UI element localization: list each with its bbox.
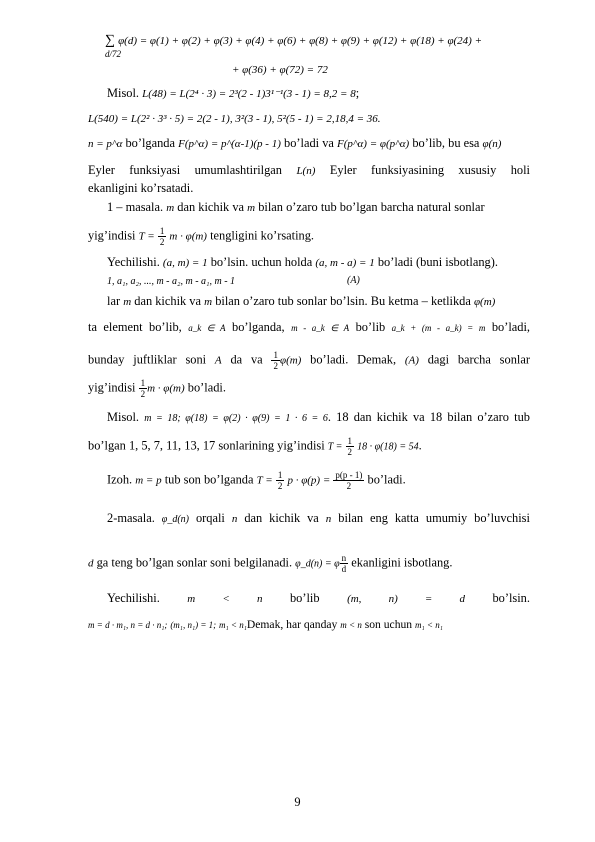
formula-m-lt-n: m < n xyxy=(187,593,263,605)
sequence-A-line xyxy=(107,273,530,289)
text: bo’ladi, xyxy=(491,320,531,334)
formula-ak-sum: a_k + (m - a_k) = m xyxy=(391,323,486,333)
solution-label: Yechilishi. xyxy=(107,591,160,605)
text: dan kichik va xyxy=(244,511,319,525)
fraction-one-half xyxy=(271,350,280,371)
text: Eyler funksiyasi umumlashtirilgan xyxy=(88,163,283,177)
formula-gcd-a-m: (a, m) = 1 xyxy=(162,257,208,269)
denominator: 2 xyxy=(346,481,352,491)
formula-gcd-a-m-a: (a, m - a) = 1 xyxy=(315,257,375,269)
solution-1-line xyxy=(107,255,530,271)
variable-m: m xyxy=(123,296,132,308)
fraction-one-half xyxy=(346,436,355,457)
formula-phi-m: φ(m) xyxy=(473,296,496,308)
text: tengligini ko’rsating. xyxy=(210,228,315,243)
formula-T: T = xyxy=(327,441,343,453)
punctuation: . xyxy=(418,438,422,453)
formula-m-minus-ak: m - a_k ∈ A xyxy=(291,323,350,333)
example-18-line xyxy=(107,410,530,426)
text: tub son bo’lganda xyxy=(164,472,254,487)
text: bo’lgan 1, 5, 7, 11, 13, 17 sonlarining yig’indisi xyxy=(88,438,325,453)
sum-equation-line2 xyxy=(232,62,432,78)
text: son uchun xyxy=(364,618,413,631)
fraction-p-p-minus-1-over-2 xyxy=(333,470,364,491)
formula-m-phi-m: m · φ(m) xyxy=(147,382,185,395)
sequence-tag: (A) xyxy=(347,275,360,286)
formula-F-phi: F(p^α) = φ(p^α) xyxy=(337,138,410,150)
denominator: 2 xyxy=(140,389,146,399)
problem-label: 1 – masala. xyxy=(107,200,164,214)
variable-d: d xyxy=(88,557,94,570)
numerator: 1 xyxy=(277,470,283,480)
sum-subscript: d/72 xyxy=(105,49,122,59)
text: bilan o’zaro tub sonlar bo’lsin. Bu ketma – ketlikda xyxy=(215,294,471,308)
note-line xyxy=(107,470,530,491)
formula-phi-18: m = 18; φ(18) = φ(2) · φ(9) = 1 · 6 = 6 xyxy=(144,413,328,424)
text: Demak, har qanday xyxy=(246,618,338,631)
text: orqali xyxy=(195,511,225,525)
formula-m-eq-p: m = p xyxy=(135,474,162,487)
solution-label: Yechilishi. xyxy=(107,255,160,269)
formula-m1-lt-n1: m₁ < n₁ xyxy=(415,620,443,630)
fraction-one-half xyxy=(276,470,285,491)
sum-equation-terms: φ(d) = φ(1) + φ(2) + φ(3) + φ(4) + φ(6) + φ(8) + φ(9) + φ(12) + φ(18) + φ(24) + xyxy=(118,35,483,47)
text: bunday juftliklar soni xyxy=(88,352,207,367)
text: lar xyxy=(107,294,121,308)
text: da va xyxy=(230,352,263,367)
elements-line xyxy=(88,320,530,336)
numerator: 1 xyxy=(140,378,146,388)
text: yig’indisi xyxy=(88,228,136,243)
numerator: n xyxy=(341,553,347,563)
example-540-line xyxy=(88,111,530,127)
formula-p-phi-p: p · φ(p) = xyxy=(287,474,331,487)
denominator: 2 xyxy=(273,361,278,371)
formula-L540: L(540) = L(2² · 3³ · 5) = 2(2 - 1), 3²(3 - 1), 5²(5 - 1) = 2,18,4 = 36. xyxy=(88,113,381,125)
text: dan kichik va xyxy=(134,294,202,308)
formula-phi-d-n: φ_d(n) = φ xyxy=(295,558,340,570)
numerator: 1 xyxy=(159,226,165,236)
formula-gcd-m-n: (m, n) = d xyxy=(347,593,465,605)
denominator: 2 xyxy=(277,481,283,491)
text: bilan o’zaro tub bo’lgan barcha natural sonlar xyxy=(258,200,485,214)
formula-L48: L(48) = L(2⁴ · 3) = 2³(2 - 1)3¹⁻¹(3 - 1) = 8,2 = 8 xyxy=(142,88,356,100)
text: dagi barcha sonlar xyxy=(427,352,530,367)
definition-line xyxy=(88,553,530,574)
page-number: 9 xyxy=(294,795,301,809)
fraction-n-over-d xyxy=(340,553,349,574)
denominator: d xyxy=(341,564,347,574)
formula-phi-n: φ(n) xyxy=(482,138,502,150)
text: bo’lib xyxy=(355,320,386,334)
sum-equation-line1 xyxy=(105,33,525,49)
variable-n: n xyxy=(325,513,332,525)
sequence-A: 1, a₁, a₂, ..., m - a₂, m - a₁, m - 1 xyxy=(107,276,236,287)
euler-line xyxy=(88,163,530,179)
formula-phi-d-n: φ_d(n) xyxy=(161,514,189,525)
final-line xyxy=(88,617,530,633)
problem-label: 2-masala. xyxy=(107,511,155,525)
text: bo’lsin. xyxy=(492,591,530,605)
text: bo’ladi (buni isbotlang). xyxy=(377,255,498,269)
formula-m-lt-n: m < n xyxy=(340,620,362,630)
text: yig’indisi xyxy=(88,380,136,395)
numerator: 1 xyxy=(273,350,278,360)
formula-18-phi-18: 18 · φ(18) = 54 xyxy=(357,441,419,453)
formula-m-phi-m: m · φ(m) xyxy=(169,230,207,243)
text: bo’lganda, xyxy=(232,320,285,334)
text: . 18 dan kichik va 18 bilan o’zaro tub xyxy=(327,410,530,424)
numerator: p(p - 1) xyxy=(335,470,363,480)
text: bo’lsin. uchun holda xyxy=(210,255,313,269)
note-label: Izoh. xyxy=(107,472,133,487)
text: bo’lib, bu esa xyxy=(412,136,480,150)
text: dan kichik va xyxy=(177,200,245,214)
formula-m-n-decomp: m = d · m₁, n = d · n₁; xyxy=(88,620,168,630)
sum-subscript-line xyxy=(105,46,165,62)
formula-L-n: L(n) xyxy=(296,165,316,177)
numerator: 1 xyxy=(347,436,353,446)
denominator: 2 xyxy=(347,447,353,457)
conclusion-line xyxy=(88,181,530,196)
formula-F-p-alpha: F(p^α) = p^(α-1)(p - 1) xyxy=(178,138,281,150)
variable-m: m xyxy=(166,202,175,214)
sum-result-line xyxy=(88,378,530,399)
text: Eyler funksiyasining xususiy holi xyxy=(329,163,530,177)
solution-2-line xyxy=(107,591,530,607)
sum-T-line xyxy=(88,226,530,247)
text: bo’ladi. xyxy=(367,472,406,487)
formula-phi-m: φ(m) xyxy=(279,354,302,367)
text: bo’lib xyxy=(289,591,320,605)
fraction-one-half xyxy=(158,226,167,247)
formula-m1-lt-n1: m₁ < n₁ xyxy=(219,620,247,630)
text: ga teng bo’lgan sonlar soni belgilanadi. xyxy=(96,555,293,570)
formula-n-eq-p-alpha: n = p^α xyxy=(88,138,123,150)
problem-2-line xyxy=(107,511,530,527)
text: bilan eng katta umumiy bo’luvchisi xyxy=(338,511,530,525)
text: ta element bo’lib, xyxy=(88,320,182,334)
punctuation: ; xyxy=(355,86,360,100)
sum-equation-continuation: + φ(36) + φ(72) = 72 xyxy=(232,64,328,76)
coprime-sum-line xyxy=(88,436,530,457)
variable-m: m xyxy=(247,202,256,214)
sequence-tag: (A) xyxy=(404,354,419,367)
text: bo’ladi va xyxy=(284,136,334,150)
variable-n: n xyxy=(231,513,238,525)
prime-power-line xyxy=(88,136,530,152)
sum-symbol: ∑ xyxy=(105,33,115,48)
denominator: 2 xyxy=(159,237,165,247)
formula-T: T = xyxy=(256,474,273,487)
text: ekanligini ko’rsatadi. xyxy=(88,181,194,195)
variable-A: A xyxy=(214,354,222,367)
text: bo’lganda xyxy=(125,136,175,150)
pairs-line xyxy=(88,350,530,371)
problem-1-line xyxy=(107,200,530,216)
lar-line xyxy=(107,294,530,310)
formula-T: T = xyxy=(138,230,155,243)
text: bo’ladi. Demak, xyxy=(310,352,397,367)
variable-m: m xyxy=(204,296,213,308)
fraction-one-half xyxy=(139,378,148,399)
text: ekanligini isbotlang. xyxy=(351,555,453,570)
example-48-line xyxy=(107,86,530,102)
text: bo’ladi. xyxy=(187,380,226,395)
example-label: Misol. xyxy=(107,86,140,100)
example-label: Misol. xyxy=(107,410,140,424)
formula-ak-in-A: a_k ∈ A xyxy=(188,323,226,333)
formula-gcd-m1-n1: (m₁, n₁) = 1; xyxy=(170,620,217,630)
